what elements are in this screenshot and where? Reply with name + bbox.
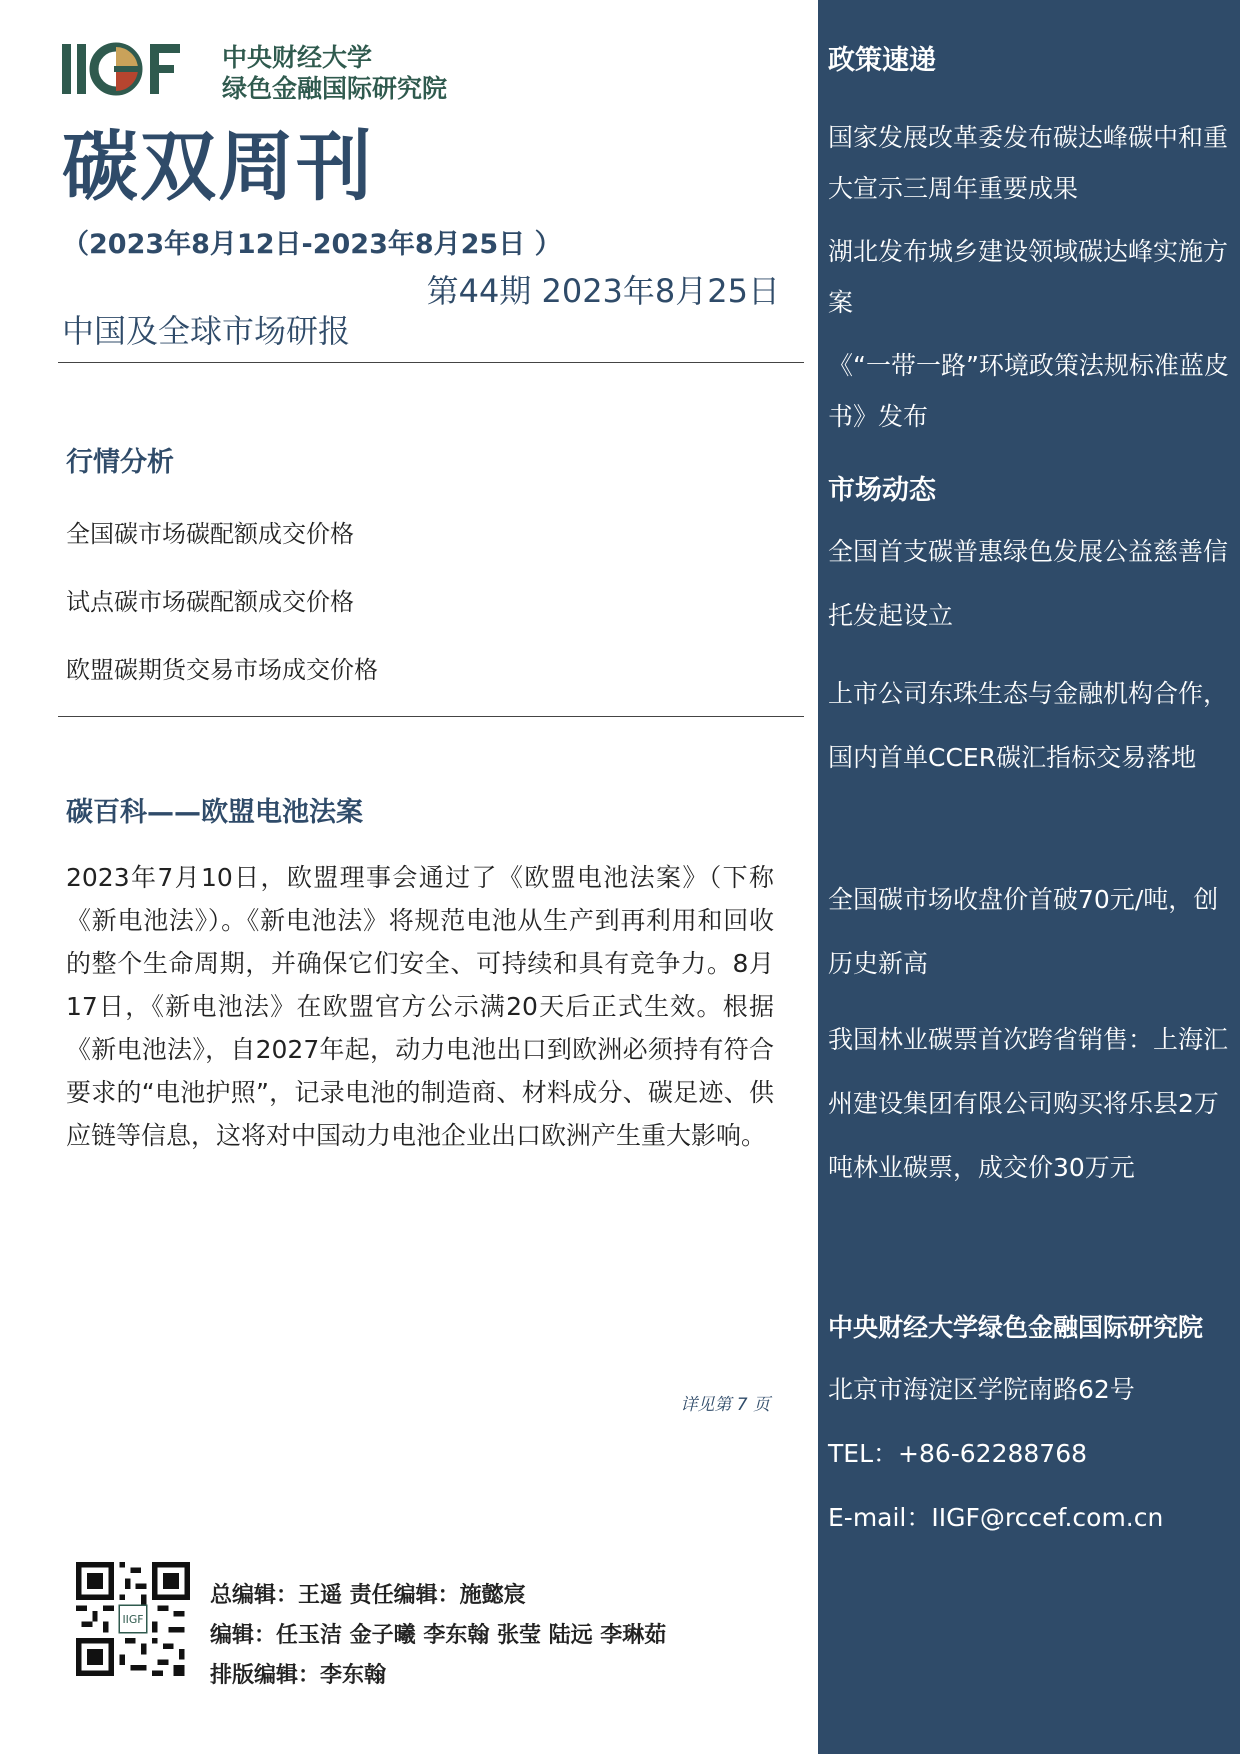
market-item[interactable]: 全国首支碳普惠绿色发展公益慈善信托发起设立	[828, 537, 1229, 630]
qr-code-image	[76, 1562, 190, 1676]
divider	[58, 362, 804, 363]
policy-item[interactable]: 湖北发布城乡建设领域碳达峰实施方案	[828, 237, 1229, 317]
policy-item[interactable]: 国家发展改革委发布碳达峰碳中和重大宣示三周年重要成果	[828, 123, 1229, 203]
contact-tel: TEL：+86-62288768	[828, 1439, 1088, 1468]
contact-org: 中央财经大学绿色金融国际研究院	[828, 1313, 1204, 1342]
iigf-logo-mark	[62, 42, 184, 98]
logo-institute-name	[222, 42, 447, 104]
market-item[interactable]: 我国林业碳票首次跨省销售：上海汇州建设集团有限公司购买将乐县2万吨林业碳票，成交价30万元	[828, 1025, 1229, 1182]
logo-cn-line2: 绿色金融国际研究院	[222, 74, 448, 103]
logo-cn-line1: 中央财经大学	[222, 43, 373, 72]
encyclopedia-title: 碳百科——欧盟电池法案	[66, 797, 363, 828]
date-range: （2023年8月12日-2023年8月25日 ）	[62, 229, 562, 260]
market-item[interactable]: 全国碳市场收盘价首破70元/吨，创历史新高	[828, 885, 1219, 978]
toc-item[interactable]: 试点碳市场碳配额成交价格	[66, 588, 354, 616]
toc-item[interactable]: 全国碳市场碳配额成交价格	[66, 520, 354, 548]
see-page-link[interactable]: 详见第 7 页	[680, 1395, 770, 1415]
contact-address: 北京市海淀区学院南路62号	[828, 1375, 1135, 1404]
market-title: 市场动态	[828, 475, 936, 506]
market-item[interactable]: 上市公司东珠生态与金融机构合作，国内首单CCER碳汇指标交易落地	[828, 679, 1229, 772]
policy-title: 政策速递	[828, 45, 936, 76]
policy-item[interactable]: 《“一带一路”环境政策法规标准蓝皮书》发布	[828, 351, 1229, 431]
issue-number-date: 第44期 2023年8月25日	[426, 272, 780, 310]
contact-email[interactable]: E-mail：IIGF@rccef.com.cn	[828, 1503, 1164, 1532]
credits-editors: 编辑：任玉洁 金子曦 李东翰 张莹 陆远 李琳茹	[210, 1623, 667, 1648]
encyclopedia-body: 2023年7月10日，欧盟理事会通过了《欧盟电池法案》（下称《新电池法》）。《新电池法》将规范电池从生产到再利用和回收的整个生命周期，并确保它们安全、可持续和具有竞争力。8月17日，《新电池法》在欧盟官方公示满20天后正式生效。根据《新电池法》，自2027年起，动力电池出口到欧洲必须持有符合要求的“电池护照”，记录电池的制造商、材料成分、碳足迹、供应链等信息，这将对中国动力电池企业出口欧洲产生重大影响。	[66, 863, 774, 1150]
qr-logo-text: IIGF	[122, 1612, 144, 1626]
credits-layout-editor: 排版编辑：李东翰	[210, 1663, 387, 1688]
report-subtitle: 中国及全球市场研报	[62, 312, 351, 350]
credits-chief-editor: 总编辑：王遥 责任编辑：施懿宸	[210, 1583, 526, 1608]
toc-item[interactable]: 欧盟碳期货交易市场成交价格	[66, 656, 378, 684]
sidebar	[818, 0, 1240, 1754]
masthead-title: 碳双周刊	[62, 122, 374, 211]
market-analysis-title: 行情分析	[66, 447, 174, 478]
divider	[58, 716, 804, 717]
